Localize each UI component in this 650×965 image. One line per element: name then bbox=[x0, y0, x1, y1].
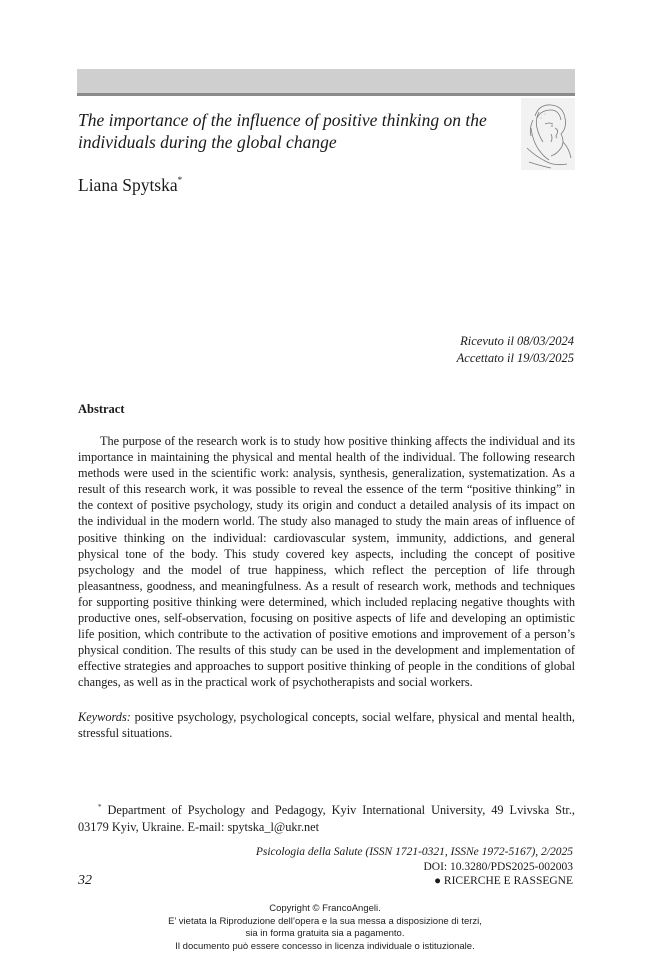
keywords bbox=[78, 709, 575, 741]
author-footnote-mark: * bbox=[177, 175, 183, 185]
journal-citation: Psicologia della Salute (ISSN 1721-0321, ISSNe 1972-5167), 2/2025 bbox=[255, 846, 573, 858]
received-date: Ricevuto il 08/03/2024 bbox=[460, 334, 574, 348]
copyright-line-3: sia in forma gratuita sia a pagamento. bbox=[245, 928, 405, 939]
doi: DOI: 10.3280/PDS2025-002003 bbox=[423, 861, 573, 873]
article-title: The importance of the influence of positive thinking on the individuals during the global change bbox=[78, 110, 487, 152]
author-name bbox=[78, 175, 182, 196]
journal-info bbox=[256, 845, 573, 875]
submission-dates bbox=[457, 333, 574, 367]
abstract-heading: Abstract bbox=[78, 402, 125, 416]
footnote-text: Department of Psychology and Pedagogy, Kyiv International University, 49 Lvivska Str., 03179 Kyiv, Ukraine. E-mail: spytska_l@ukr.net bbox=[78, 803, 575, 834]
header-bar bbox=[77, 69, 575, 96]
footnote-mark: * bbox=[98, 803, 102, 811]
portrait-illustration bbox=[521, 98, 575, 170]
abstract-body: The purpose of the research work is to study how positive thinking affects the individual and its importance in maintaining the physical and mental health of the individual. The following research methods were used in the scientific work: analysis, synthesis, generalization, systematization. As a result of this research work, it was possible to reveal the essence of the term “positive thinking” in the context of positive psychology, study its origin and conduct a detailed analysis of its impact on the individual in the modern world. The study also managed to study the main areas of influence of positive thinking on the individual: cardiovascular system, immunity, addictions, and general physical tone of the body. This study covered key aspects, including the concept of positive psychology and the model of true happiness, which reflect the perception of life through pleasantness, goodness, and meaningfulness. As a result of research work, methods and techniques for supporting positive thinking were determined, which included replacing negative thoughts with productive ones, self-observation, focusing on positive aspects of life and developing an optimistic life position, which contribute to the activation of positive emotions and improvement of a person’s physical condition. The results of this study can be used in the development and implementation of effective strategies and approaches to support positive thinking of people in the conditions of global changes, as well as in the practical work of psychotherapists and social workers. bbox=[78, 434, 575, 690]
copyright-notice bbox=[0, 903, 650, 953]
copyright-line-1: Copyright © FrancoAngeli. bbox=[269, 903, 381, 914]
page-number: 32 bbox=[78, 873, 92, 888]
copyright-line-2: E’ vietata la Riproduzione dell’opera e la sua messa a disposizione di terzi, bbox=[168, 915, 482, 927]
copyright-line-4: Il documento può essere concesso in licenza individuale o istituzionale. bbox=[175, 940, 475, 952]
accepted-date: Accettato il 19/03/2025 bbox=[456, 351, 574, 365]
author-affiliation-footnote bbox=[78, 799, 575, 835]
keywords-label: Keywords: bbox=[78, 710, 131, 724]
author-name-text: Liana Spytska bbox=[78, 175, 178, 195]
section-label: ● RICERCHE E RASSEGNE bbox=[434, 875, 573, 887]
keywords-text: positive psychology, psychological concepts, social welfare, physical and mental health, stressful situations. bbox=[78, 710, 575, 741]
